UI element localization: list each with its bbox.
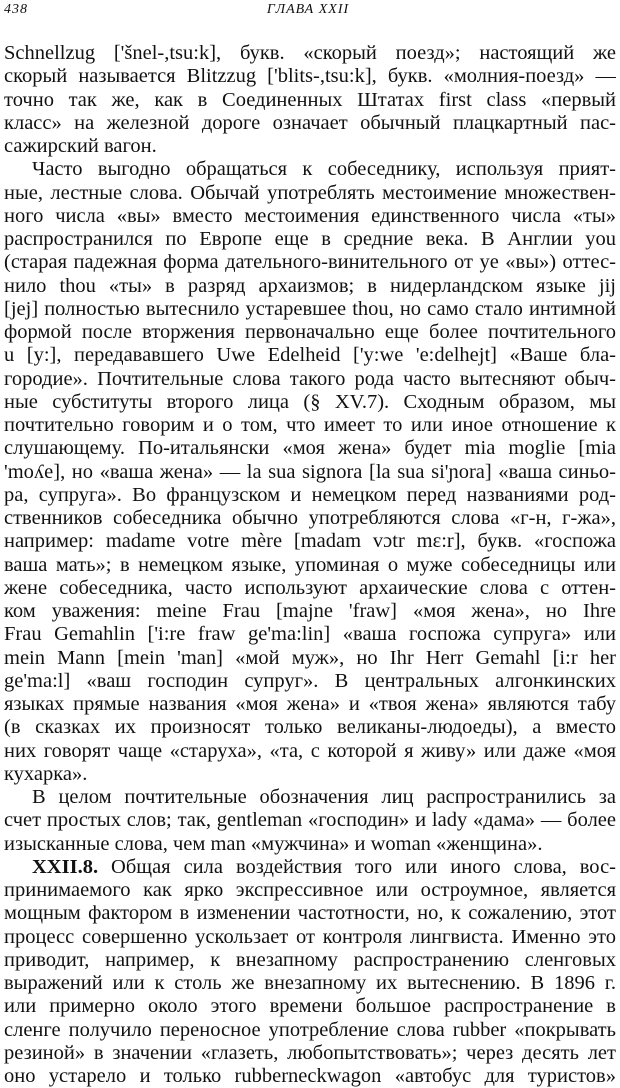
text-line: городие». Почтительные слова такого рода часто вытесняют обыч- [4,367,616,390]
text-line: мощным фактором в изменении частотности, но, к сожалению, этот [4,902,616,925]
text-line: класс» на железной дороге означает обычный плацкартный пас- [4,111,616,134]
text-line: ственников собеседника обычно употребляются слова «г-н, г-жа», [4,507,616,529]
text-line: них говорят чаще «старуха», «та, с которой я живу» или даже «моя [4,739,616,762]
text-line: Frau Gemahlin ['i:re fraw ge'ma:lin] «ваша госпожа супруга» или [4,623,616,646]
text-line: В целом почтительные обозначения лиц распространились за [32,786,616,808]
section-label: XXII.8. [32,855,99,878]
text-line: сажирский вагон. [4,135,157,157]
text-line: счет простых слов; так, gentleman «господин» и lady «дама» — более [4,809,616,832]
text-line: ные субституты второго лица (§ XV.7). Сходным образом, мы [4,390,616,413]
text-line: резиной» в значении «глазеть, любопытствовать»; через десять лет [4,1041,616,1064]
text-line: процесс совершенно ускользает от контроля лингвиста. Именно это [4,925,616,948]
text-line: ком уважения: meine Frau [majne 'fraw] «моя жена», но Ihre [4,600,616,622]
text-line: почтительно говорим и о том, что имеет то или иное отношение к [4,414,616,436]
text-line: принимаемого как ярко экспрессивное или остроумное, является [4,879,616,901]
text-line: приводит, например, к внезапному распространению сленговых [4,948,616,971]
text-line: выражений или к столь же внезапному их вытеснению. В 1896 г. [4,972,616,994]
text-line: mein Mann [mein 'man] «мой муж», но Ihr Herr Gemahl [i:r her [4,646,616,669]
text-line: Schnellzug ['šnel-,tsu:k], букв. «скорый поезд»; настоящий же [4,42,616,64]
text-line: изысканные слова, чем man «мужчина» и woman «женщина». [4,832,543,855]
text-line: ваша мать»; в немецком языке, упоминая о муже собеседницы или [4,553,616,576]
text-line: 'moʎe], но «ваша жена» — la sua signora [la sua si'ɲora] «ваша синьо- [4,460,616,483]
text-line: слушающему. По-итальянски «моя жена» будет mia moglie [mia [4,437,616,460]
text-line: точно так же, как в Соединенных Штатах first class «первый [4,88,616,111]
text-line: жене собеседника, часто используют архаические слова с оттен- [4,576,616,599]
text-line: ра, супруга». Во французском и немецком перед названиями род- [4,483,616,506]
text-line: ного числа «вы» вместо местоимения единственного числа «ты» [4,204,616,227]
text-line: ные, лестные слова. Обычай употреблять местоимение множествен- [4,181,616,204]
text-line: [jej] полностью вытеснило устаревшее thou, но само стало интимной [4,297,616,320]
text-line: (старая падежная форма дательного-винительного от ye «вы») оттес- [4,251,616,274]
text-line: или примерно около этого времени большое распространение в [4,995,616,1018]
running-head [4,2,612,22]
page-number: 438 [4,2,28,17]
text-line: (в сказках их произносят только великаны-людоеды), а вместо [4,716,616,739]
text-line: кухарка». [4,762,88,785]
text-line: оно устарело и только rubberneckwagon «автобус для туристов» [4,1065,616,1087]
section-first-line-text: Общая сила воздействия того или иного слова, вос- [98,855,616,878]
text-line: нило thou «ты» в разряд архаизмов; в нидерландском языке jij [4,274,616,297]
text-line: например: madame votre mère [madam vɔtr mɛ:r], букв. «госпожа [4,530,616,553]
text-line: Часто выгодно обращаться к собеседнику, используя прият- [32,158,616,181]
text-line: u [y:], передававшего Uwe Edelheid ['y:we 'e:delhejt] «Ваше бла- [4,344,616,367]
section-first-line [4,856,616,879]
text-line: скорый называется Blitzzug ['blits-,tsu:k], букв. «молния-поезд» — [4,65,616,88]
chapter-header: ГЛАВА XXII [266,2,350,17]
text-line: сленге получило переносное употребление слова rubber «покрывать [4,1018,616,1041]
text-line: ge'ma:l] «ваш господин супруг». В центральных алгонкинских [4,669,616,692]
text-line: формой после вторжения первоначально еще более почтительного [4,321,616,343]
text-line: распространился по Европе еще в средние века. В Англии you [4,228,616,250]
body-text [4,42,616,1088]
text-line: языках прямые названия «моя жена» и «твоя жена» являются табу [4,693,616,715]
